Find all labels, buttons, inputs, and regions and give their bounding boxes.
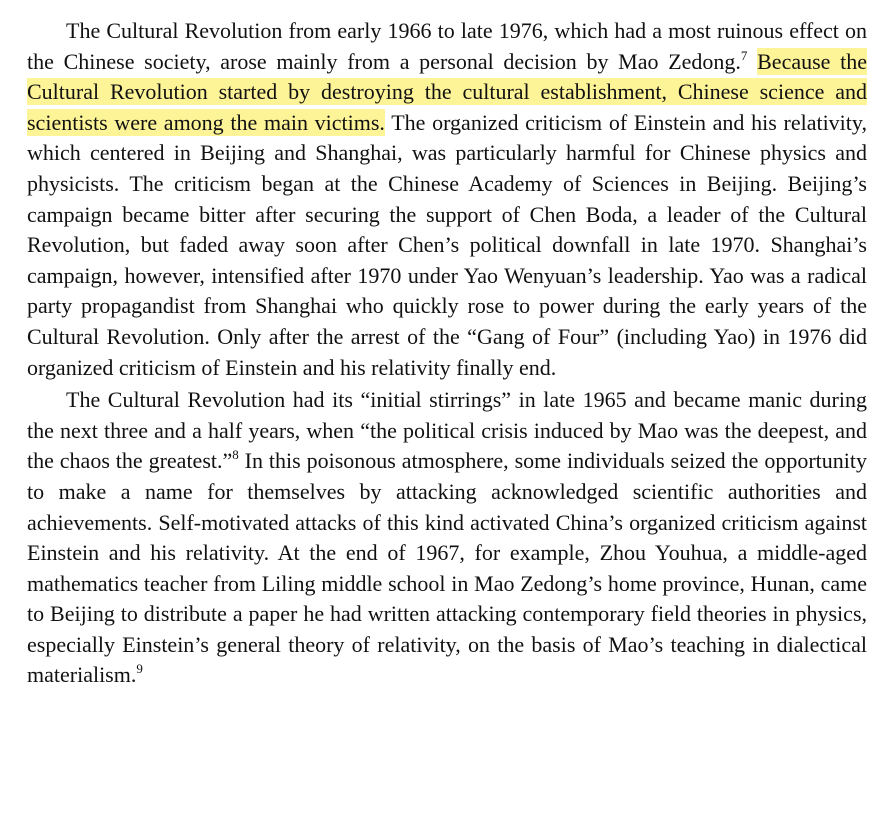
footnote-ref-7[interactable]: 7 xyxy=(740,47,748,63)
p2-text-body: In this poisonous atmosphere, some individuals seized the opportunity to make a name for themselves by attacking acknowledged scientific authorities and achievements. Self-motivated attacks of this kind activated China’s organized criticism against Einstein and his relativity. At the end of 1967, for example, Zhou Youhua, a middle-aged mathematics teacher from Liling middle school in Mao Zedong’s home province, Hunan, came to Beijing to distribute a paper he had written attacking contemporary field theories in physics, especially Einstein’s general theory of relativity, on the basis of Mao’s teaching in dialectical materialism. xyxy=(27,448,867,688)
p1-text-intro: The Cultural Revolution from early 1966 to late 1976, which had a most ruinous effect on the Chinese society, arose mainly from a personal decision by Mao Zedong. xyxy=(27,18,867,74)
footnote-ref-8[interactable]: 8 xyxy=(232,447,239,463)
document-page xyxy=(27,16,867,691)
p1-text-body: The organized criticism of Einstein and his relativity, which centered in Beijing and Shanghai, was particularly harmful for Chinese physics and physicists. The criticism began at the Chinese Academy of Sciences in Beijing. Beijing’s campaign became bitter after securing the support of Chen Boda, a leader of the Cultural Revolution, but faded away soon after Chen’s political downfall in late 1970. Shanghai’s campaign, however, intensified after 1970 under Yao Wenyuan’s leadership. Yao was a radical party propagandist from Shanghai who quickly rose to power during the early years of the Cultural Revolution. Only after the arrest of the “Gang of Four” (including Yao) in 1976 did organized criticism of Einstein and his relativity finally end. xyxy=(27,109,867,380)
paragraph-1 xyxy=(27,16,867,383)
paragraph-2 xyxy=(27,385,867,691)
p2-text-intro: The Cultural Revolution had its “initial stirrings” in late 1965 and became manic during the next three and a half years, when “the political crisis induced by Mao was the deepest, and the chaos the greatest.” xyxy=(27,387,867,474)
footnote-ref-9[interactable]: 9 xyxy=(136,661,143,677)
p1-space xyxy=(747,49,757,74)
highlighted-sentence[interactable]: Because the Cultural Revolution started by destroying the cultural establishment, Chinese science and scientists were among the main victims. xyxy=(27,48,868,135)
